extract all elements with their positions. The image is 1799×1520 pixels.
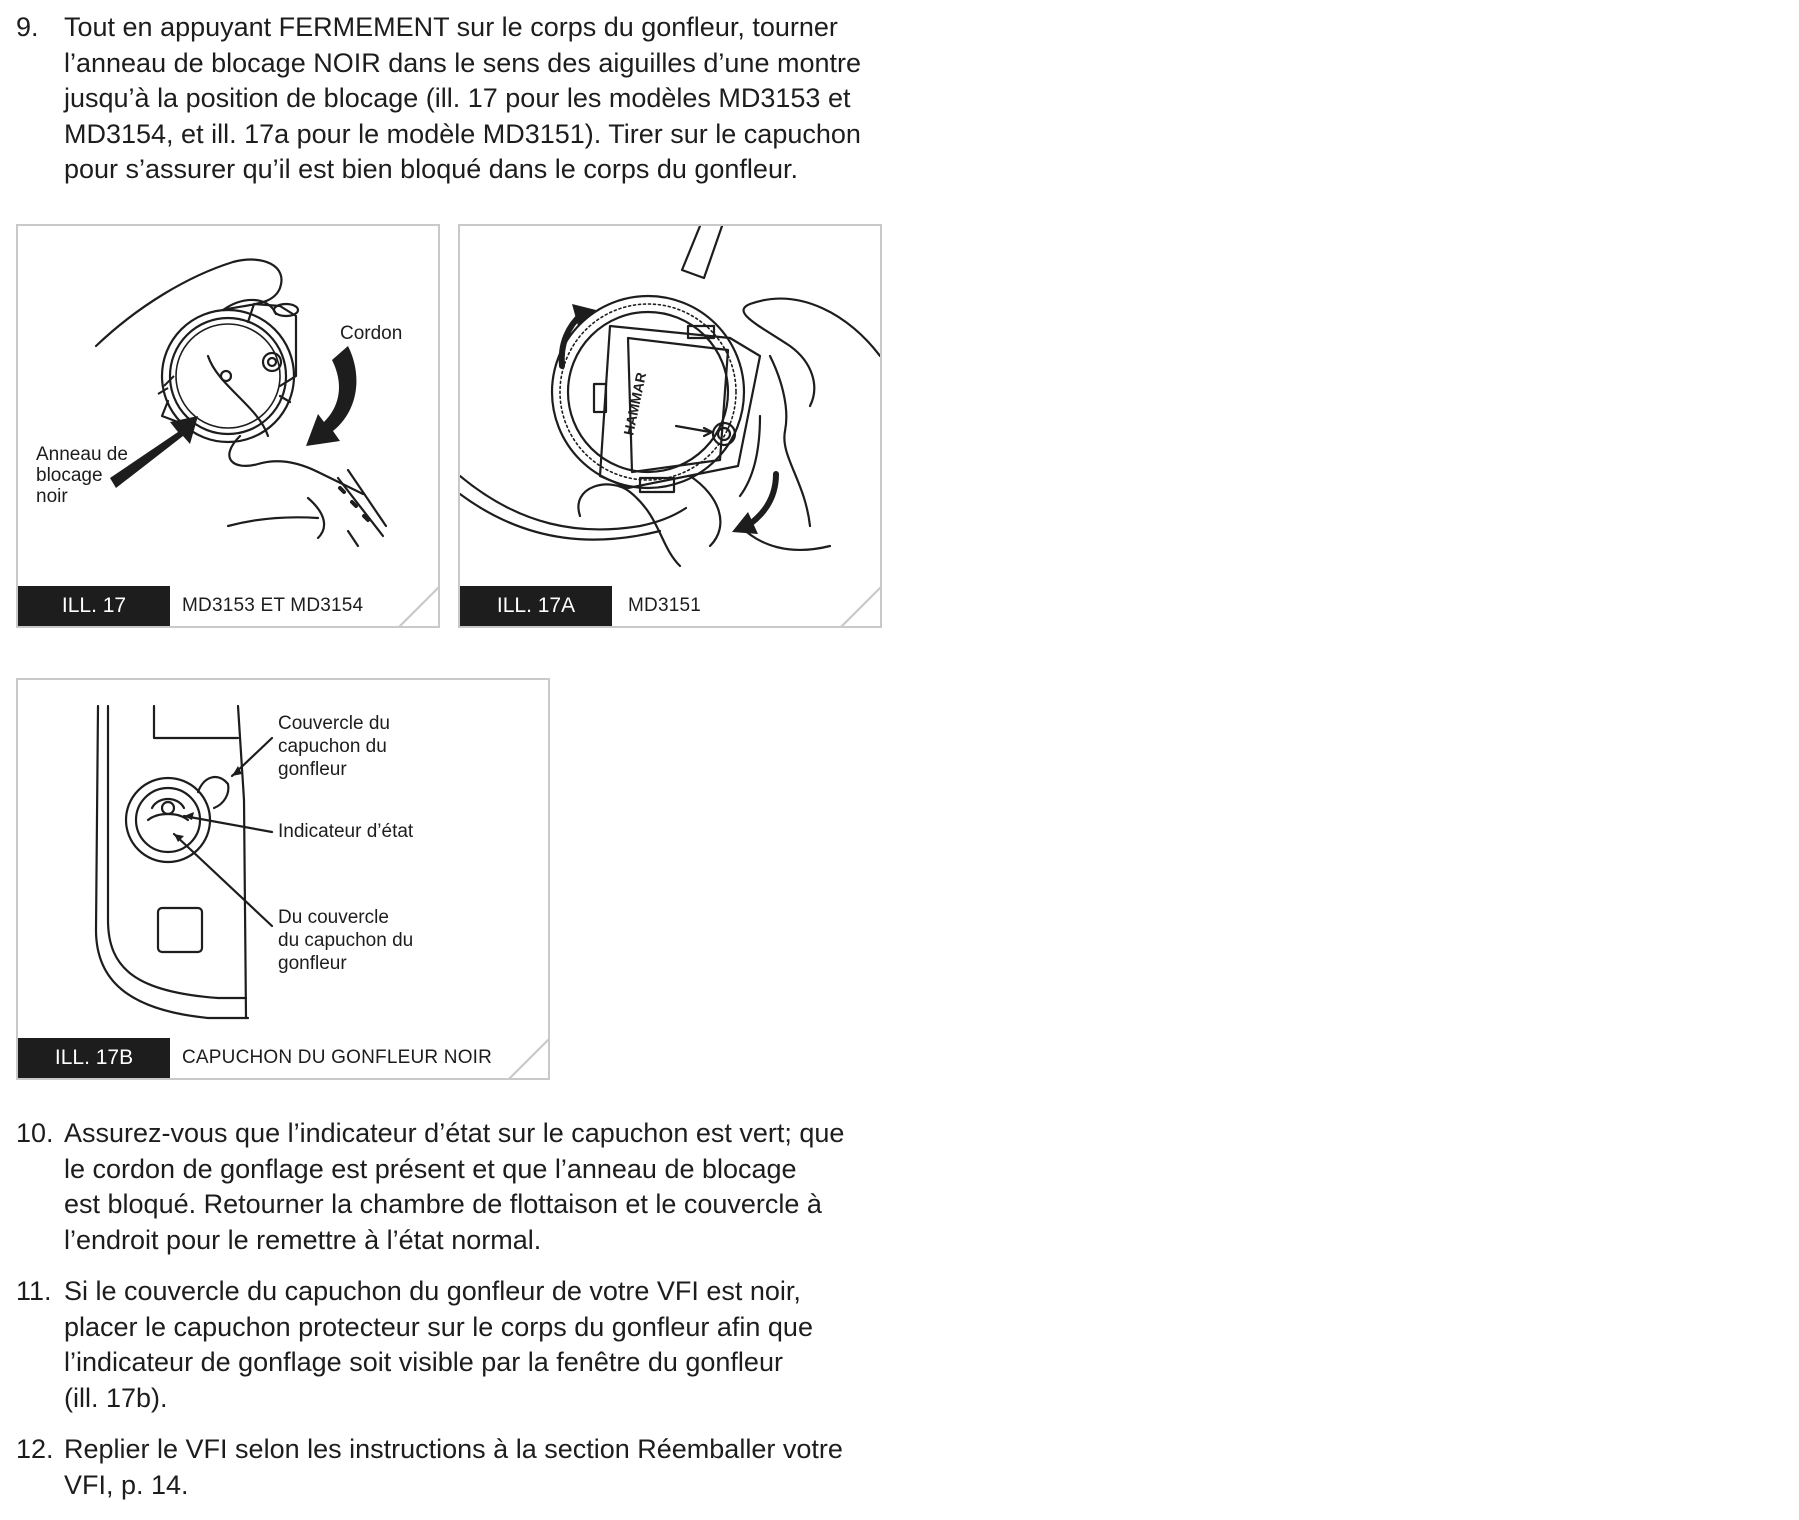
brand-label: HAMMAR — [620, 370, 650, 437]
figure-caption: CAPUCHON DU GONFLEUR NOIR — [182, 1047, 493, 1068]
label-cord: Cordon — [340, 323, 403, 344]
step-text: Si le couvercle du capuchon du gonfleur de votre VFI est noir, placer le capuchon protecteur sur le corps du gonfleur afin que l’indicateur de gonflage soit visible par la fenêtre du gonfleur (ill. 17b). — [64, 1276, 813, 1413]
label-cap-cover: Couvercle du capuchon du gonfleur — [278, 713, 390, 780]
figure-tag: ILL. 17A — [460, 586, 612, 626]
label-status-indicator: Indicateur d’état — [278, 821, 414, 842]
figure-caption: MD3151 — [628, 595, 702, 616]
step-text: Replier le VFI selon les instructions à la section Réemballer votre VFI, p. 14. — [64, 1434, 843, 1500]
figure-tag: ILL. 17 — [18, 586, 170, 626]
step-number: 11. — [16, 1276, 52, 1306]
figure-ill-17b — [16, 678, 550, 1080]
label-cap-cover-2: Du couvercle du capuchon du gonfleur — [278, 907, 414, 974]
step-text: Tout en appuyant FERMEMENT sur le corps du gonfleur, tourner l’anneau de blocage NOIR dans le sens des aiguilles d’une montre jusqu’à la position de blocage (ill. 17 pour les modèles MD3153 et MD3154, et ill. 17a pour le modèle MD3151). Tirer sur le capuchon pour s’assurer qu’il est bien bloqué dans le corps du gonfleur. — [64, 12, 862, 184]
label-locking-ring: Anneau de blocage noir — [36, 444, 128, 507]
inflator-rotation-illustration — [460, 226, 880, 586]
figure-tag: ILL. 17B — [18, 1038, 170, 1078]
corner-cut — [838, 584, 882, 628]
corner-cut — [396, 584, 440, 628]
figure-ill-17 — [16, 224, 440, 628]
corner-cut — [506, 1036, 550, 1080]
step-number: 10. — [16, 1118, 54, 1148]
figure-caption: MD3153 ET MD3154 — [182, 595, 364, 616]
step-number: 12. — [16, 1434, 54, 1464]
step-number: 9. — [16, 12, 39, 42]
step-text: Assurez-vous que l’indicateur d’état sur le capuchon est vert; que le cordon de gonflage est présent et que l’anneau de blocage est bloqué. Retourner la chambre de flottaison et le couvercle à l’endroit pour le remettre à l’état normal. — [64, 1118, 845, 1255]
hand-inflator-illustration — [18, 226, 438, 586]
figure-ill-17a — [458, 224, 882, 628]
